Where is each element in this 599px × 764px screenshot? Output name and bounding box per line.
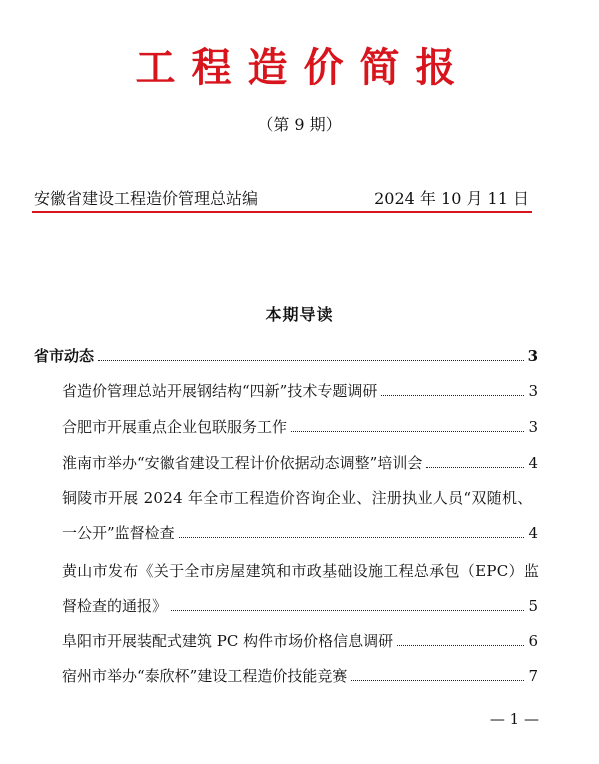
toc-page-number: 3 (528, 382, 538, 400)
toc-item-label: 督检查的通报》 (62, 597, 168, 615)
toc-item-line1[interactable]: 黄山市发布《关于全市房屋建筑和市政基础设施工程总承包（EPC）监 (62, 562, 540, 580)
toc-leader (397, 645, 524, 646)
toc-item[interactable] (62, 522, 538, 544)
toc-item[interactable] (62, 665, 538, 687)
issue-number: （第 9 期） (257, 115, 342, 134)
red-divider (32, 211, 532, 213)
toc-item[interactable] (62, 630, 538, 652)
toc-leader (291, 431, 524, 432)
toc-page-number: 3 (527, 347, 538, 365)
toc-section-label: 省市动态 (34, 347, 95, 365)
publisher: 安徽省建设工程造价管理总站编 (34, 189, 259, 208)
toc-item[interactable] (62, 380, 538, 402)
toc-page-number: 5 (528, 597, 538, 615)
document-title: 工程造价简报 (135, 44, 472, 91)
toc-item[interactable] (62, 452, 538, 474)
toc-page-number: 6 (528, 632, 538, 650)
toc-heading: 本期导读 (265, 305, 334, 324)
toc-leader (381, 395, 524, 396)
toc-page-number: 7 (528, 667, 538, 685)
toc-item-label: 阜阳市开展装配式建筑 PC 构件市场价格信息调研 (62, 632, 394, 650)
toc-leader (171, 610, 524, 611)
toc-item-line1[interactable]: 铜陵市开展 2024 年全市工程造价咨询企业、注册执业人员“双随机、 (62, 489, 533, 507)
toc-item-label: 一公开”监督检查 (62, 524, 175, 542)
toc-item-label: 合肥市开展重点企业包联服务工作 (62, 418, 288, 436)
toc-section[interactable] (34, 345, 538, 367)
toc-page-number: 4 (528, 524, 538, 542)
publication-date: 2024 年 10 月 11 日 (374, 189, 529, 208)
toc-item-label: 淮南市举办“安徽省建设工程计价依据动态调整”培训会 (62, 454, 423, 472)
toc-leader (179, 537, 525, 538)
toc-leader (426, 467, 524, 468)
toc-page-number: 3 (528, 418, 538, 436)
toc-item-label: 省造价管理总站开展钢结构“四新”技术专题调研 (62, 382, 378, 400)
toc-leader (98, 360, 524, 361)
page-number: — 1 — (489, 710, 539, 728)
toc-item[interactable] (62, 416, 538, 438)
toc-page-number: 4 (528, 454, 538, 472)
toc-leader (351, 680, 524, 681)
toc-item[interactable] (62, 595, 538, 617)
toc-item-label: 宿州市举办“泰欣杯”建设工程造价技能竞赛 (62, 667, 348, 685)
